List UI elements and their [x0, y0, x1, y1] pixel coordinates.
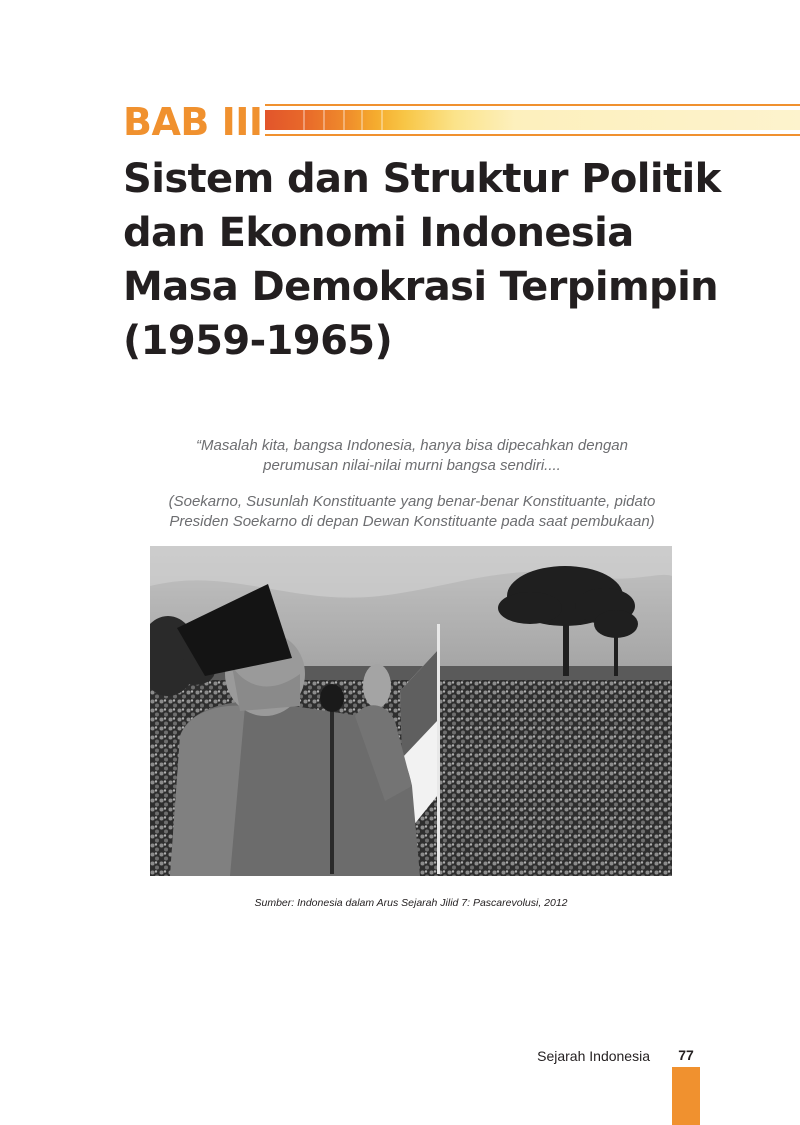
bar-bottom-line — [265, 134, 800, 136]
title-line: Sistem dan Struktur Politik — [123, 156, 721, 202]
chapter-title — [123, 152, 763, 368]
historical-photo — [150, 546, 672, 876]
chapter-decorative-bar — [265, 104, 800, 138]
photo-caption: Sumber: Indonesia dalam Arus Sejarah Jilid 7: Pascarevolusi, 2012 — [254, 897, 568, 909]
quote-source-line: (Soekarno, Susunlah Konstituante yang benar-benar Konstituante, pidato — [168, 493, 656, 510]
chapter-heading — [123, 98, 800, 148]
speech-photo-icon — [150, 546, 672, 876]
chapter-label: BAB III — [123, 100, 263, 144]
title-line: Masa Demokrasi Terpimpin — [123, 264, 719, 310]
bar-gradient-fill — [265, 110, 800, 130]
epigraph-quote — [140, 436, 684, 532]
bar-top-line — [265, 104, 800, 106]
title-line: (1959-1965) — [123, 318, 393, 364]
quote-source-line: Presiden Soekarno di depan Dewan Konstituante pada saat pembukaan) — [169, 513, 655, 530]
quote-line: “Masalah kita, bangsa Indonesia, hanya bisa dipecahkan dengan — [196, 437, 628, 454]
book-title: Sejarah Indonesia — [537, 1048, 650, 1064]
quote-line: perumusan nilai-nilai murni bangsa sendiri.... — [263, 457, 561, 474]
page-number: 77 — [678, 1047, 694, 1063]
page-tab-marker — [672, 1067, 700, 1125]
title-line: dan Ekonomi Indonesia — [123, 210, 634, 256]
